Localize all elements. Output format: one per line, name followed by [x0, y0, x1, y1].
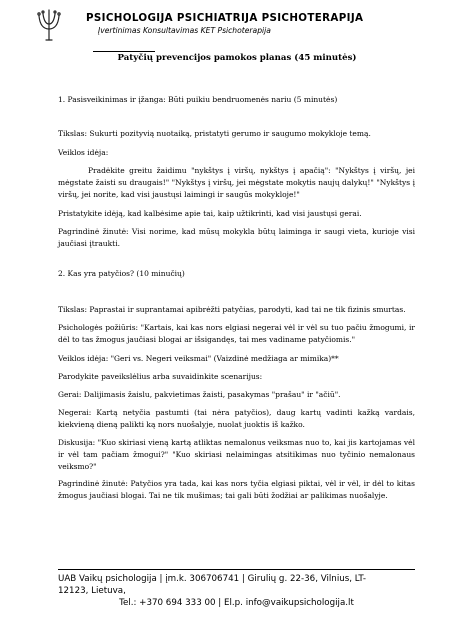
section-1-intro: Pristatykite idėją, kad kalbėsime apie tai, kaip užtikrinti, kad visi jaustųsi gerai. — [58, 209, 362, 218]
section-2-psychologist-view: Psichologės požiūris: "Kartais, kai kas nors elgiasi negerai vėl ir vėl su tuo pačiu žmogumi, ir dėl to tas žmogus jaučiasi blogai ar išsigandęs, tai mes vadiname patyčiomis." — [58, 323, 415, 344]
document-title: Patyčių prevencijos pamokos planas (45 minutės) — [117, 53, 357, 63]
section-2-key-message: Pagrindinė žinutė: Patyčios yra tada, kai kas nors tyčia elgiasi piktai, vėl ir vėl, ir dėl to kitas žmogus jaučiasi blogai. Tai ne tik mušimas; tai gali būti žodžiai ar palikimas nuošalyje. — [58, 479, 415, 500]
section-2-discussion: Diskusija: "Kuo skiriasi vieną kartą atliktas nemalonus veiksmas nuo to, kai jis kartojamas vėl ir vėl tam pačiam žmogui?" "Kuo skiriasi nelaimingas atsitikimas nuo tyčinio nemalonaus veiksmo?" — [58, 438, 415, 471]
footer-divider — [58, 569, 415, 570]
section-2-good-examples: Gerai: Dalijimasis žaislu, pakvietimas žaisti, pasakymas "prašau" ir "ačiū". — [58, 390, 341, 399]
psi-logo-icon — [36, 8, 62, 42]
section-2-instructions: Parodykite paveikslėlius arba suvaidinkite scenarijus: — [58, 372, 263, 381]
section-2-heading: 2. Kas yra patyčios? (10 minučių) — [58, 269, 185, 278]
section-2-goal: Tikslas: Paprastai ir suprantamai apibrėžti patyčias, parodyti, kad tai ne tik fizinis smurtas. — [58, 305, 406, 314]
section-2-bad-examples: Negerai: Kartą netyčia pastumti (tai nėra patyčios), daug kartų vadinti kažką vardais, kiekvieną dieną palikti ką nors nuošalyje, nuolat juoktis iš kažko. — [58, 408, 415, 429]
title-underline — [93, 51, 155, 52]
section-2-activity-idea: Veiklos idėja: "Geri vs. Negeri veiksmai" (Vaizdinė medžiaga ar mimika)** — [58, 354, 339, 363]
section-1-heading: 1. Pasisveikinimas ir įžanga: Būti puikiu bendruomenės nariu (5 minutės) — [58, 95, 338, 104]
footer-company-info: UAB Vaikų psichologija | įm.k. 306706741 | Girulių g. 22-36, Vilnius, LT- 12123, Lietuva, — [58, 574, 367, 596]
footer-contact-info: Tel.: +370 694 333 00 | El.p. info@vaikupsichologija.lt — [119, 598, 354, 608]
section-1-key-message: Pagrindinė žinutė: Visi norime, kad mūsų mokykla būtų laiminga ir saugi vieta, kurioje visi jaučiasi įtraukti. — [58, 227, 415, 248]
section-1-goal: Tikslas: Sukurti pozityvią nuotaiką, pristatyti gerumo ir saugumo mokykloje temą. — [58, 129, 371, 138]
section-1-activity: Pradėkite greitu žaidimu "nykštys į viršų, nykštys į apačią": "Nykštys į viršų, jei mėgstate žaisti su draugais!" "Nykštys į viršų, jei mėgstate mokytis naujų dalykų!" "Nykštys į viršų, jei norite, kad visi jaustųsi laimingi ir saugūs mokykloje!" — [58, 166, 415, 199]
footer — [58, 573, 415, 609]
organization-subtitle: Įvertinimas Konsultavimas KET Psichoterapija — [98, 26, 271, 35]
section-1-activity-label: Veiklos idėja: — [58, 148, 109, 157]
organization-name: PSICHOLOGIJA PSICHIATRIJA PSICHOTERAPIJA — [86, 12, 364, 24]
